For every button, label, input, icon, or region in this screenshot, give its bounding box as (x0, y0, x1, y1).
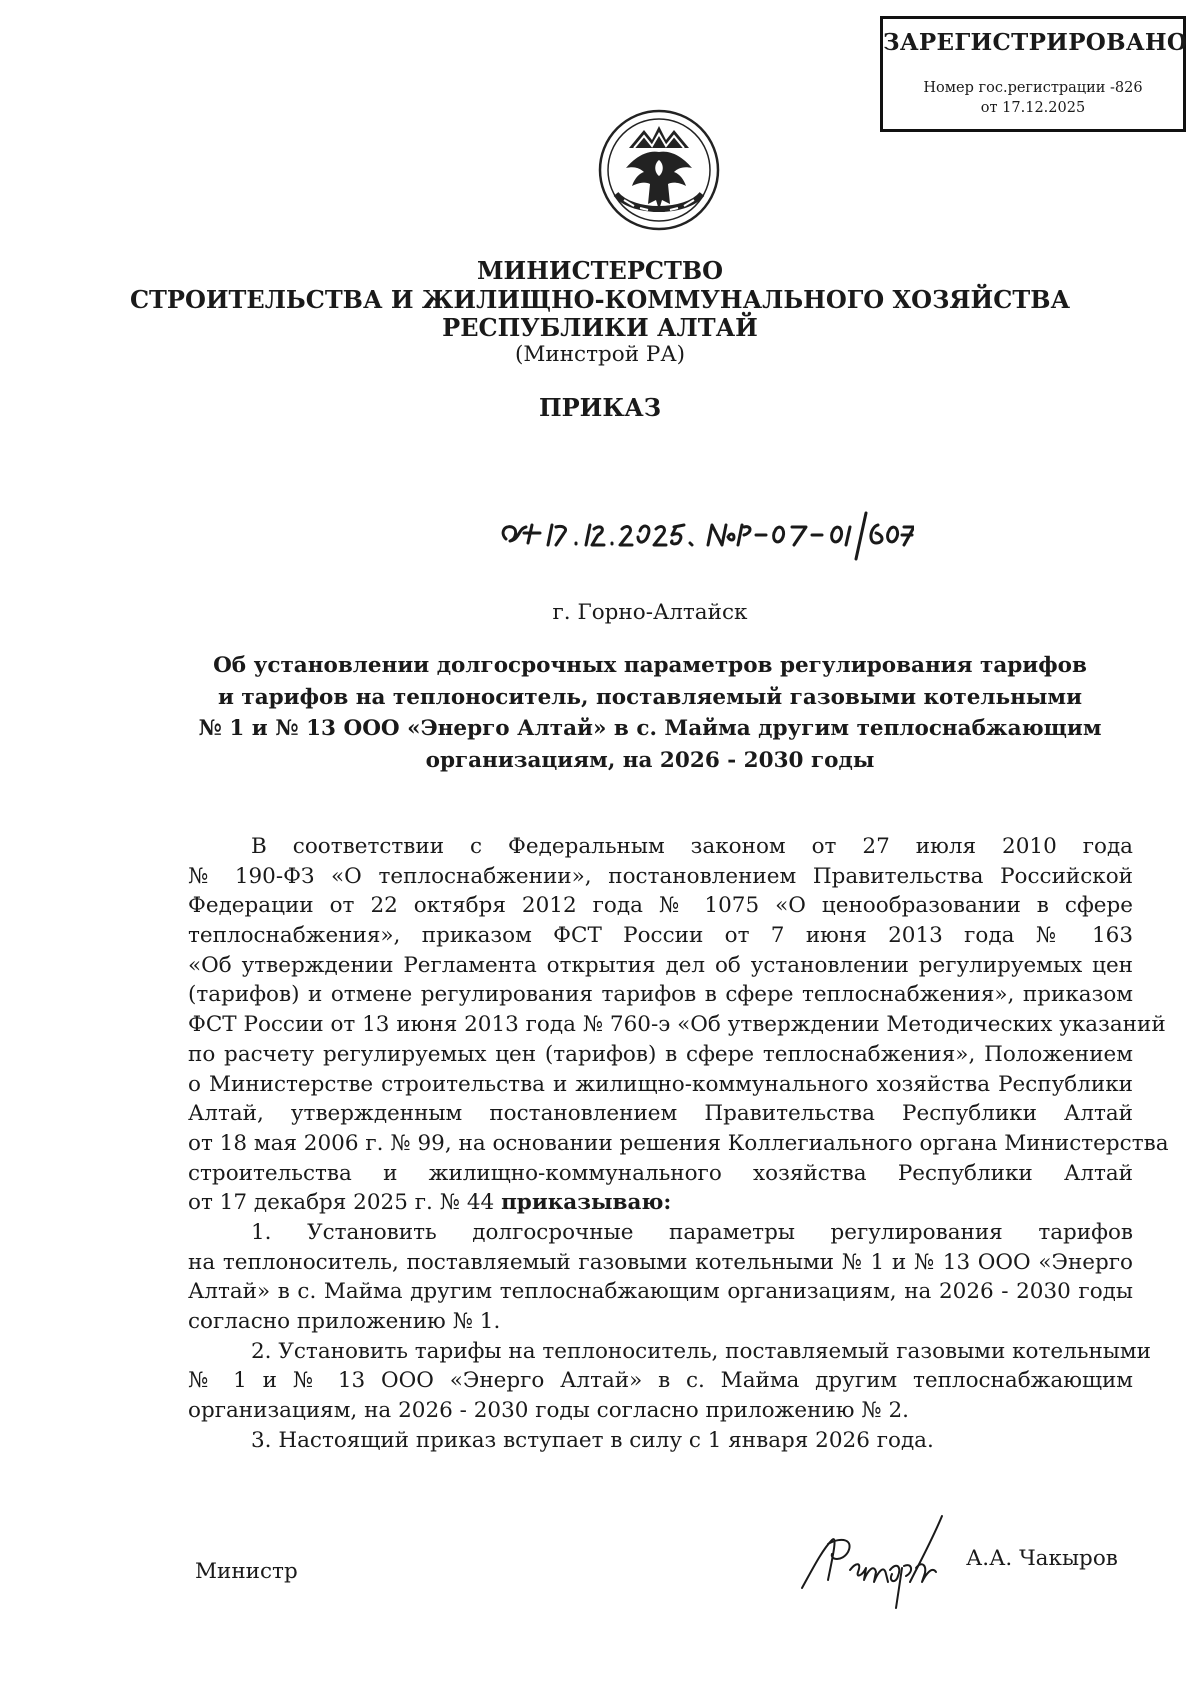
order-body (188, 832, 1169, 1455)
item-2-line: 2. Установить тарифы на теплоноситель, поставляемый газовыми котельными (251, 1338, 1151, 1364)
preamble-line: Федерации от 22 октября 2012 года № 1075 «О ценообразовании в сфере (188, 893, 1133, 919)
item-2-line: № 1 и № 13 ООО «Энерго Алтай» в с. Майма другим теплоснабжающим (188, 1368, 1133, 1394)
handwritten-signature (792, 1510, 982, 1610)
item-3-line: 3. Настоящий приказ вступает в силу с 1 января 2026 года. (251, 1427, 934, 1453)
city-name: г. Горно-Алтайск (552, 600, 748, 625)
ministry-title: МИНИСТЕРСТВО (476, 256, 724, 285)
stamp-registration-date: от 17.12.2025 (980, 100, 1086, 116)
item-1-line: согласно приложению № 1. (188, 1309, 501, 1334)
republic-coat-of-arms-icon (596, 108, 722, 232)
preamble-line: строительства и жилищно-коммунального хозяйства Республики Алтай (188, 1160, 1133, 1186)
subject-line: Об установлении долгосрочных параметров регулирования тарифов (213, 653, 1087, 678)
signatory-name: А.А. Чакыров (966, 1546, 1118, 1571)
preamble-line: Алтай, утвержденным постановлением Правительства Республики Алтай (188, 1101, 1133, 1127)
preamble-line: «Об утверждении Регламента открытия дел об установлении регулируемых цен (188, 952, 1133, 978)
item-1-line: 1. Установить долгосрочные параметры регулирования тарифов (251, 1219, 1133, 1245)
item-2-line: организациям, на 2026 - 2030 годы согласно приложению № 2. (188, 1398, 909, 1424)
document-type: ПРИКАЗ (538, 393, 662, 422)
preamble-line: от 18 мая 2006 г. № 99, на основании решения Коллегиального органа Министерства (188, 1130, 1169, 1156)
subject-line: № 1 и № 13 ООО «Энерго Алтай» в с. Майма другим теплоснабжающим (198, 716, 1102, 741)
stamp-registration-number: Номер гос.регистрации -826 (923, 80, 1143, 96)
item-1-line: Алтай» в с. Майма другим теплоснабжающим организациям, на 2026 - 2030 годы (188, 1279, 1133, 1305)
preamble-line: ФСТ России от 13 июня 2013 года № 760-э «Об утверждении Методических указаний (188, 1012, 1166, 1038)
ministry-short-name: (Минстрой РА) (514, 342, 685, 367)
item-1-line: на теплоноситель, поставляемый газовыми котельными № 1 и № 13 ООО «Энерго (188, 1249, 1133, 1275)
preamble-line: теплоснабжения», приказом ФСТ России от 7 июня 2013 года № 163 (188, 923, 1133, 949)
stamp-title: ЗАРЕГИСТРИРОВАНО (883, 29, 1188, 56)
decree-word: приказываю: (501, 1190, 672, 1216)
handwritten-order-number (494, 503, 914, 563)
preamble-line: о Министерстве строительства и жилищно-коммунального хозяйства Республики (188, 1071, 1133, 1097)
subject-line: и тарифов на теплоноситель, поставляемый газовыми котельными (217, 684, 1083, 710)
republic-name: РЕСПУБЛИКИ АЛТАЙ (442, 313, 758, 342)
preamble-end: от 17 декабря 2025 г. № 44 (188, 1190, 495, 1216)
registration-stamp (880, 16, 1186, 132)
preamble-final-line (188, 1188, 1133, 1218)
signatory-position: Министр (195, 1559, 298, 1584)
preamble-line: по расчету регулируемых цен (тарифов) в сфере теплоснабжения», Положением (188, 1041, 1133, 1067)
preamble-line: В соответствии с Федеральным законом от 27 июля 2010 года (251, 834, 1133, 859)
preamble-line: (тарифов) и отмене регулирования тарифов в сфере теплоснабжения», приказом (188, 982, 1133, 1008)
preamble-line: № 190-ФЗ «О теплоснабжении», постановлением Правительства Российской (188, 863, 1133, 889)
ministry-full-name: СТРОИТЕЛЬСТВА И ЖИЛИЩНО-КОММУНАЛЬНОГО ХОЗЯЙСТВА (129, 285, 1071, 314)
order-subject (0, 650, 1200, 776)
subject-line: организациям, на 2026 - 2030 годы (425, 747, 875, 773)
